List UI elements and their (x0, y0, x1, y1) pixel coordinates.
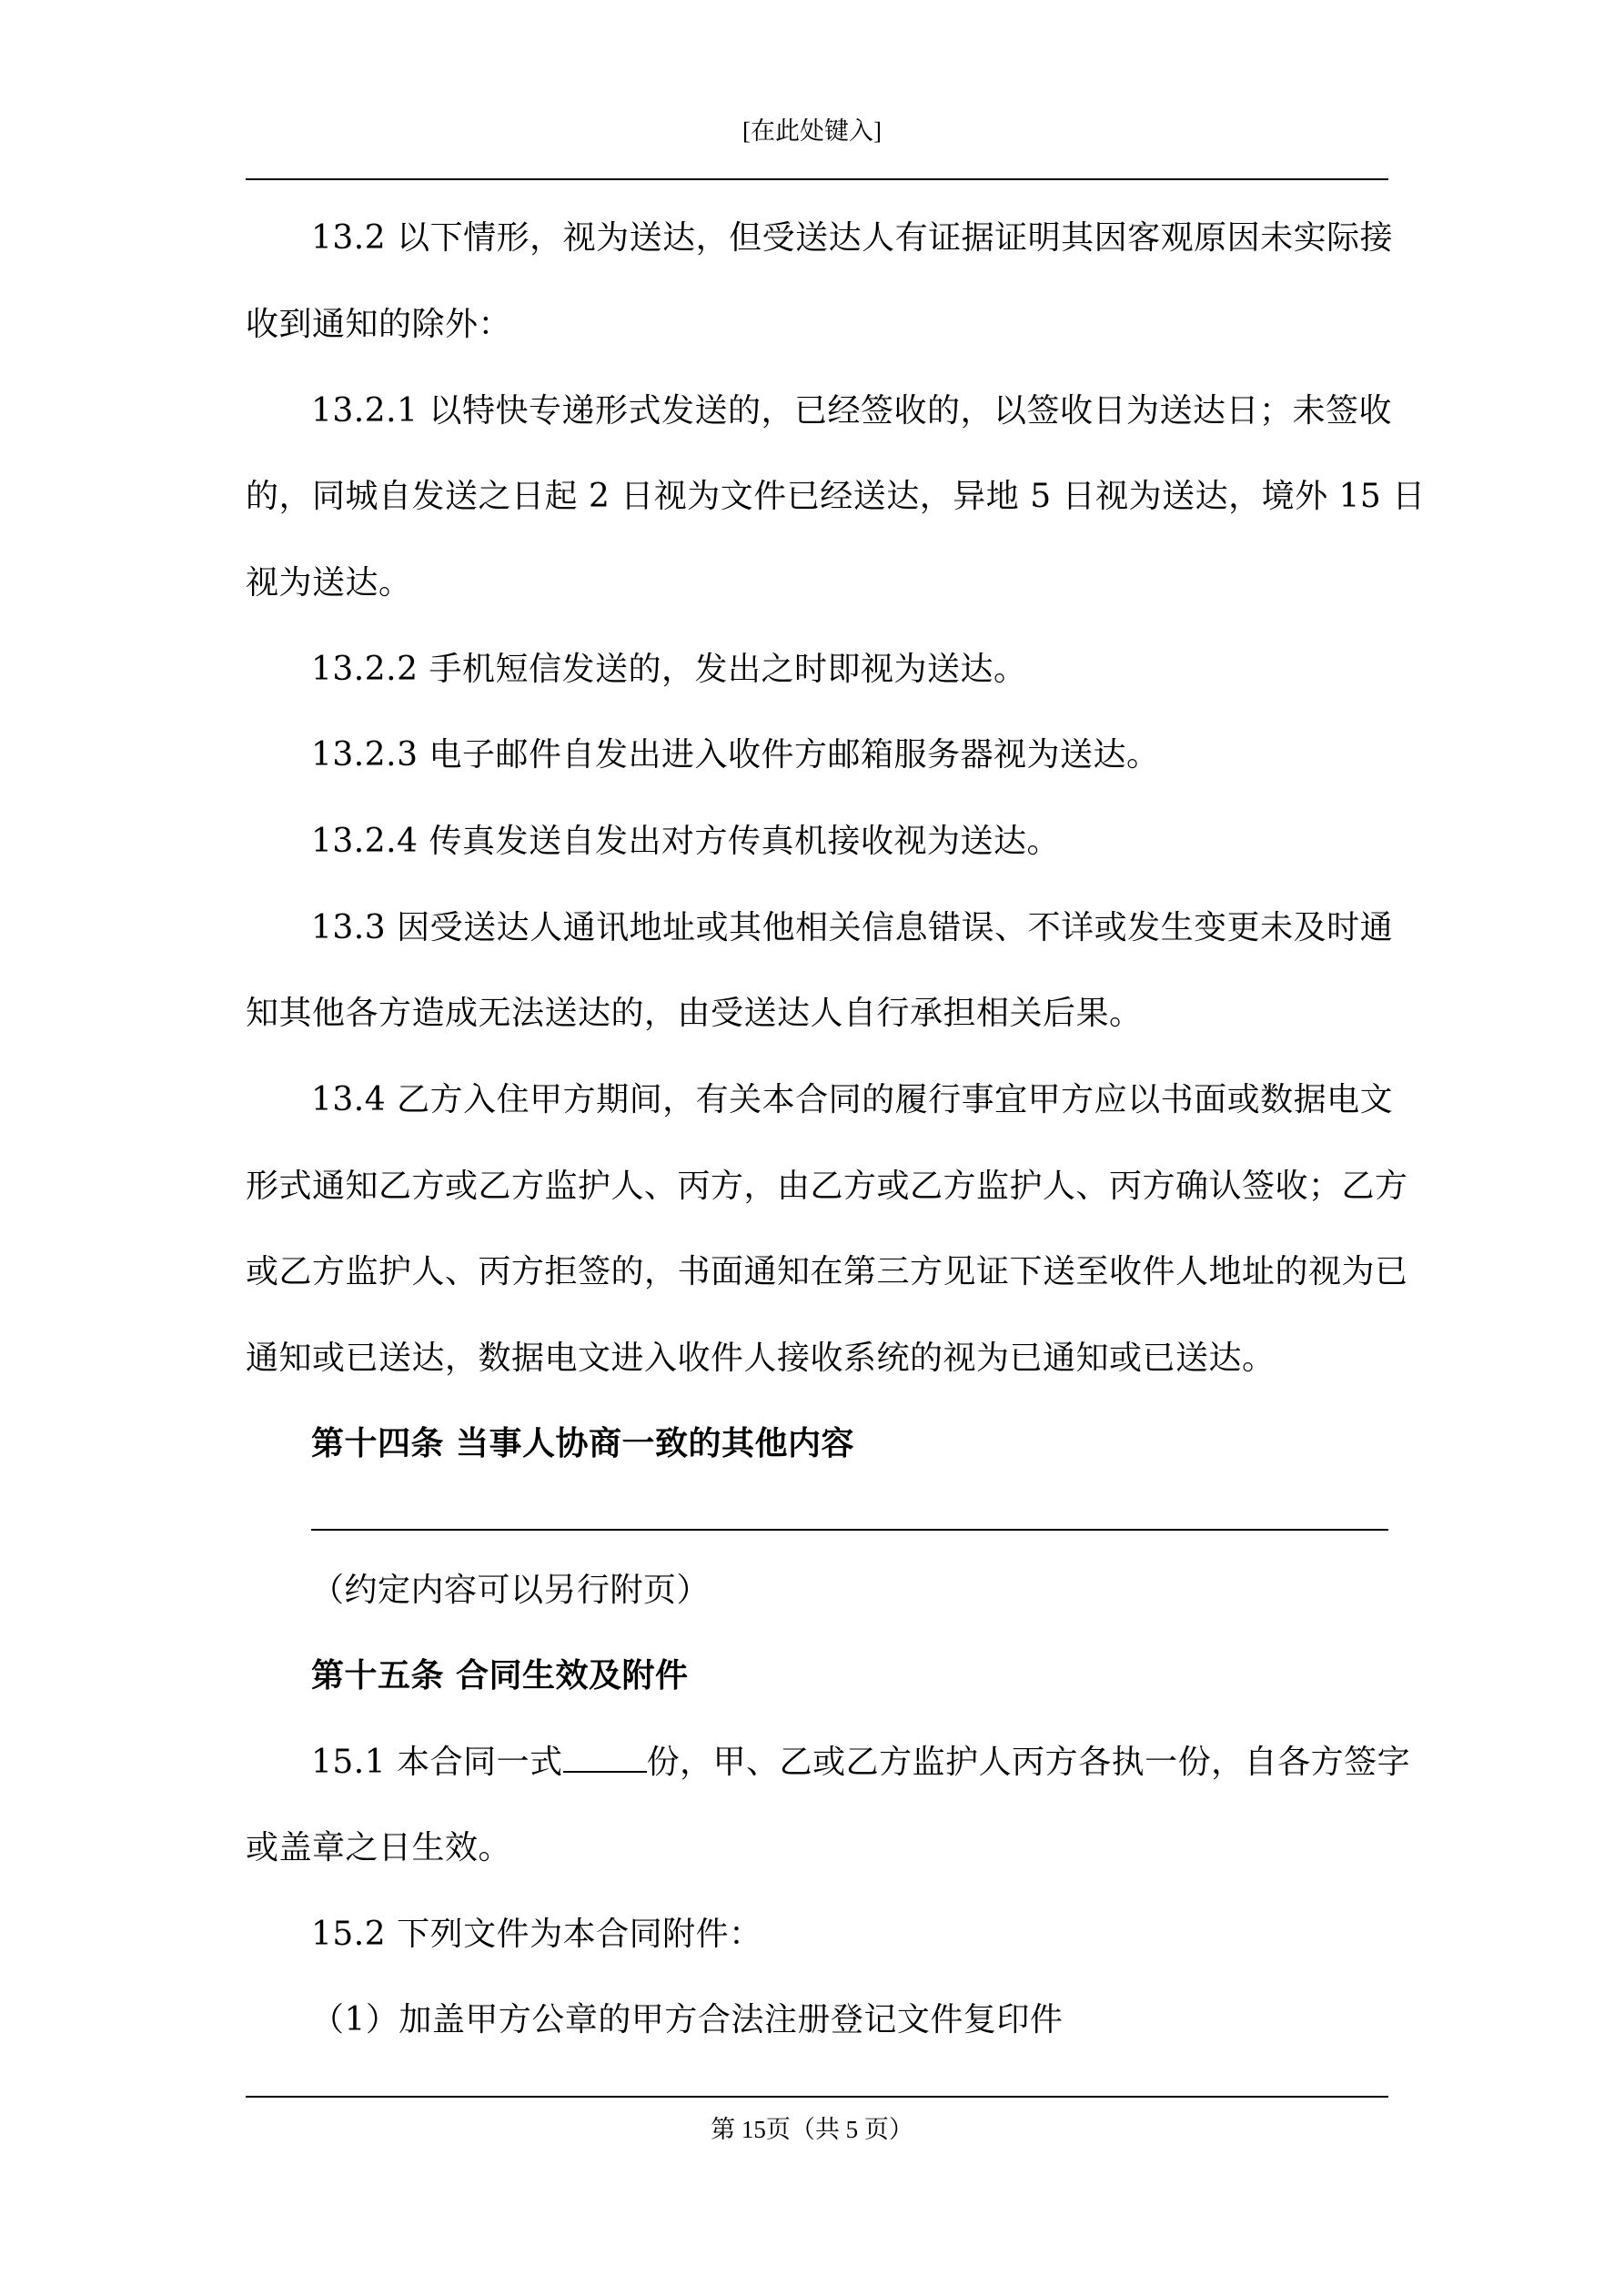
paragraph-13-2-1-line-1: 13.2.1 以特快专递形式发送的，已经签收的，以签收日为送达日；未签收 (311, 392, 1392, 430)
paragraph-15-1-text-before-blank: 15.1 本合同一式 (311, 1744, 563, 1781)
attachment-item-1: （1）加盖甲方公章的甲方合法注册登记文件复印件 (311, 2001, 1064, 2038)
paragraph-15-2: 15.2 下列文件为本合同附件： (311, 1916, 762, 1953)
article-14-note: （约定内容可以另行附页） (311, 1572, 711, 1609)
article-14-fill-in-line[interactable] (311, 1529, 1388, 1531)
paragraph-13-2-1-line-3: 视为送达。 (246, 564, 412, 602)
paragraph-13-2-3: 13.2.3 电子邮件自发出进入收件方邮箱服务器视为送达。 (311, 736, 1160, 774)
page-number: 第 15页（共 5 页） (711, 2116, 913, 2143)
article-14-heading: 第十四条 当事人协商一致的其他内容 (311, 1425, 855, 1462)
paragraph-13-2-line-2: 收到通知的除外： (246, 306, 512, 343)
copies-count-blank[interactable] (563, 1744, 647, 1773)
header-rule (246, 178, 1388, 180)
header-placeholder[interactable]: [在此处键入] (742, 117, 882, 145)
paragraph-13-2-1-line-2: 的，同城自发送之日起 2 日视为文件已经送达，异地 5 日视为送达，境外 15 日 (246, 478, 1426, 515)
paragraph-13-3-line-2: 知其他各方造成无法送达的，由受送达人自行承担相关后果。 (246, 995, 1143, 1032)
paragraph-15-1-line-2: 或盖章之日生效。 (246, 1829, 512, 1866)
paragraph-15-1-text-after-blank: 份，甲、乙或乙方监护人丙方各执一份，自各方签字 (646, 1744, 1411, 1781)
paragraph-13-4-line-4: 通知或已送达，数据电文进入收件人接收系统的视为已通知或已送达。 (246, 1340, 1276, 1377)
paragraph-13-4-line-1: 13.4 乙方入住甲方期间，有关本合同的履行事宜甲方应以书面或数据电文 (311, 1081, 1394, 1118)
article-15-heading: 第十五条 合同生效及附件 (311, 1657, 689, 1694)
paragraph-13-2-2: 13.2.2 手机短信发送的，发出之时即视为送达。 (311, 651, 1027, 688)
paragraph-13-4-line-2: 形式通知乙方或乙方监护人、丙方，由乙方或乙方监护人、丙方确认签收；乙方 (246, 1168, 1408, 1205)
paragraph-13-2-line-1: 13.2 以下情形，视为送达，但受送达人有证据证明其因客观原因未实际接 (311, 219, 1394, 257)
paragraph-13-3-line-1: 13.3 因受送达人通讯地址或其他相关信息错误、不详或发生变更未及时通 (311, 909, 1394, 946)
footer-rule (246, 2096, 1388, 2098)
paragraph-13-4-line-3: 或乙方监护人、丙方拒签的，书面通知在第三方见证下送至收件人地址的视为已 (246, 1253, 1408, 1290)
paragraph-13-2-4: 13.2.4 传真发送自发出对方传真机接收视为送达。 (311, 823, 1060, 860)
paragraph-15-1-line-1 (311, 1741, 1411, 1785)
